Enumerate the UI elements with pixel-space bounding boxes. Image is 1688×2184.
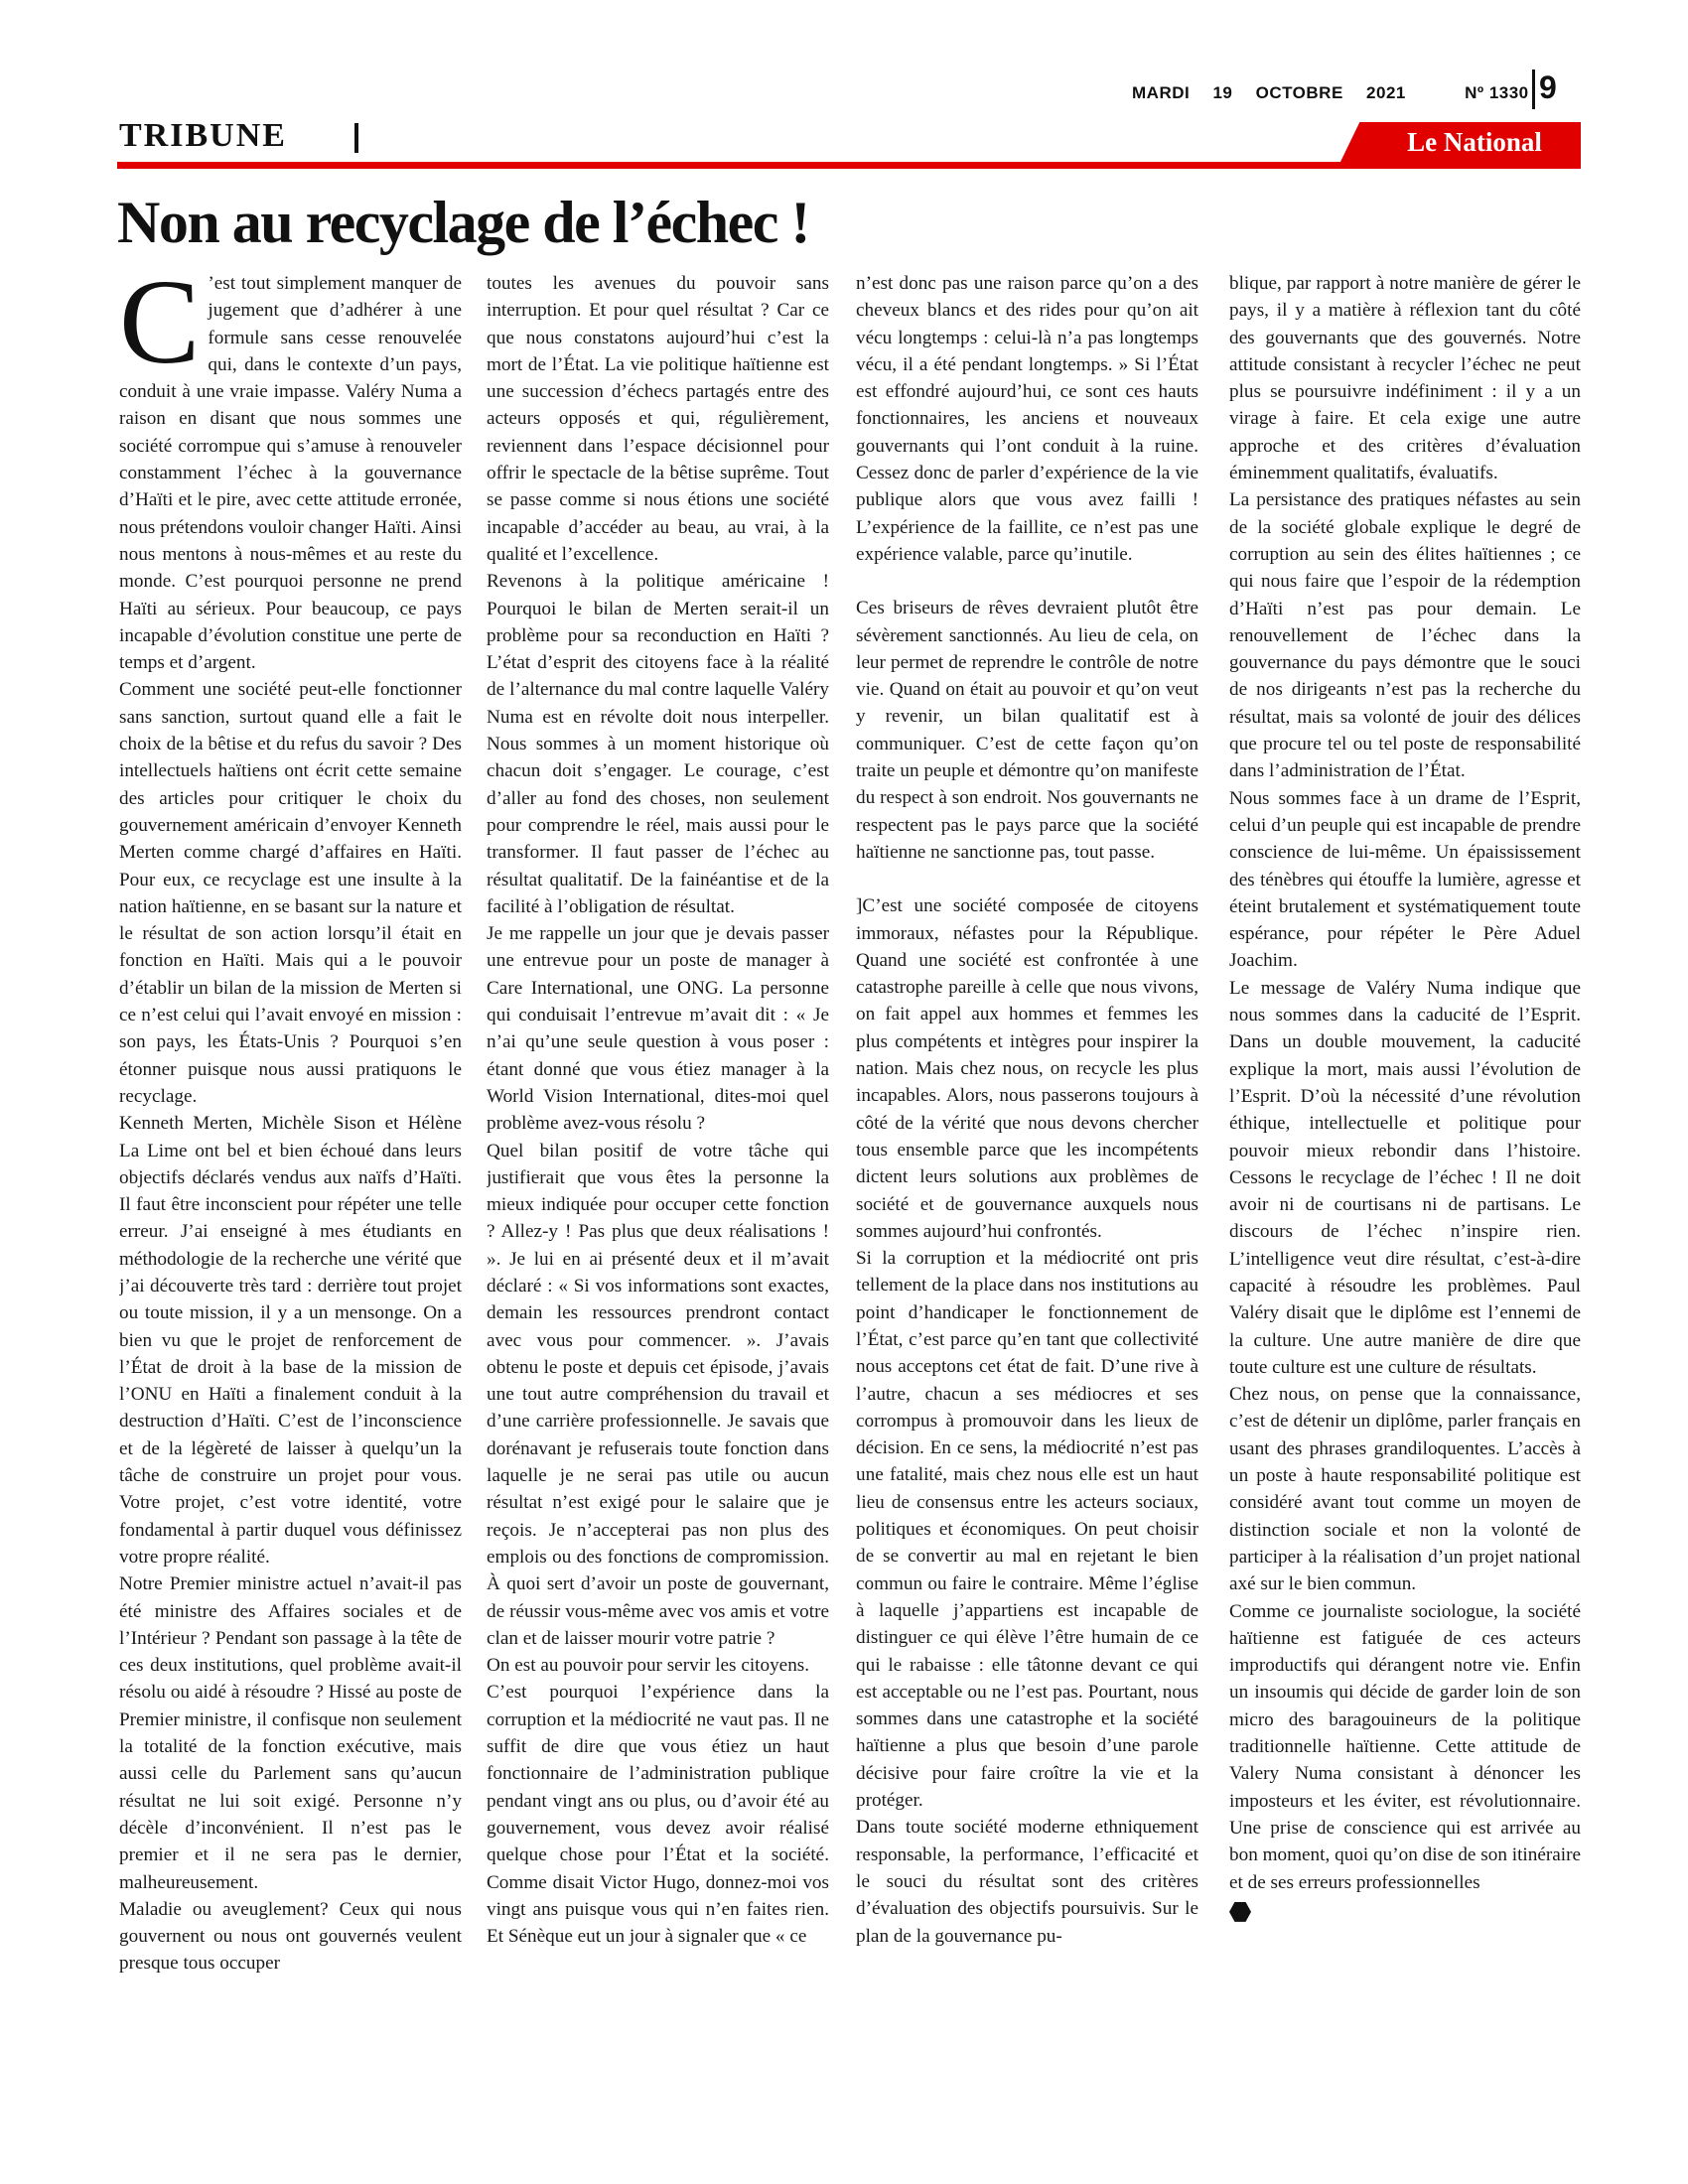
article-paragraph: Notre Premier ministre actuel n’avait-il pas été ministre des Affaires sociales et de l’Intérieur ? Pendant son passage à la tête de ces deux institutions, quel problème avait-il résolu ou aidé à résoudre ? Hissé au poste de Premier ministre, il confisque non seulement la totalité de la fonction exécutive, mais aussi celle du Parlement sans qu’aucun résultat ne lui soit exigé. Personne n’y décèle d’inconvénient. Il n’est pas le premier et il ne sera pas le dernier, malheureusement. [119, 1573, 462, 1893]
article-paragraph: Le message de Valéry Numa indique que nous sommes dans la caducité de l’Esprit. Dans un double mouvement, la caducité explique la mort, mais aussi l’évolution de l’Esprit. D’où la nécessité d’une révolution éthique, intellectuelle et politique pour pouvoir mieux rebondir dans l’histoire. Cessons le recyclage de l’échec ! Il ne doit avoir ni de courtisans ni de partisans. Le discours de l’échec n’inspire rien. L’intelligence veut dire résultat, c’est-à-dire capacité à résoudre les problèmes. Paul Valéry disait que le diplôme est l’ennemi de la culture. Une autre manière de dire que toute culture est une culture de résultats. [1229, 977, 1581, 1378]
article-paragraph: Comme ce journaliste sociologue, la société haïtienne est fatiguée de ces acteurs improductifs qui dérangent notre vie. Enfin un insoumis qui décide de garder loin de son micro des baragouineurs de la politique traditionnelle haïtienne. Cette attitude de Valery Numa consistant à dénoncer les imposteurs et les éviter, est révolutionnaire. Une prise de conscience qui est arrivée au bon moment, quoi qu’on dise de son itinéraire et de ses erreurs professionnelles [1229, 1600, 1581, 1893]
issue-number: Nº 1330 [1465, 83, 1529, 102]
dateline-date: 19 [1212, 83, 1233, 102]
article-paragraph: Ces briseurs de rêves devraient plutôt être sévèrement sanctionnés. Au lieu de cela, on leur permet de reprendre le contrôle de notre vie. Quand on était au pouvoir et qu’on veut y revenir, un bilan qualitatif est à communiquer. C’est de cette façon qu’on traite un peuple et démontre qu’on manifeste du respect à son endroit. Nos gouvernants ne respectent pas le pays parce que la société haïtienne ne sanctionne pas, tout passe. [856, 598, 1198, 863]
article-paragraph: Chez nous, on pense que la connaissance, c’est de détenir un diplôme, parler français en usant des phrases grandiloquentes. L’accès à un poste à haute responsabilité politique est considéré avant tout comme un moyen de distinction sociale et non la volonté de participer à la réalisation d’un projet national axé sur le bien commun. [1229, 1384, 1581, 1595]
article-title: Non au recyclage de l’échec ! [117, 190, 809, 255]
section-divider [354, 123, 358, 153]
article-paragraph: Maladie ou aveuglement? Ceux qui nous gouvernent ou nous ont gouvernés veulent presque tous occuper [119, 1898, 462, 1975]
article-paragraph: Quel bilan positif de votre tâche qui justifierait que vous êtes la personne la mieux indiquée pour occuper cette fonction ? Allez-y ! Pas plus que deux réalisations ! ». Je lui en ai présenté deux et il m’avait déclaré : « Si vos informations sont exactes, demain les ressources prendront contact avec vous pour commencer. ». J’avais obtenu le poste et depuis cet épisode, j’avais une tout autre compréhension du travail et d’une carrière professionnelle. Je savais que dorénavant je refuserais toute fonction dans laquelle je ne serai pas utile ou aucun résultat n’est exigé pour le salaire que je reçois. Je n’accepterai pas non plus des emplois ou des fonctions de compromission. À quoi sert d’avoir un poste de gouvernant, de réussir vous-même avec vos amis et votre clan et de laisser mourir votre patrie ? [487, 1140, 829, 1649]
article-paragraph: Revenons à la politique américaine ! Pourquoi le bilan de Merten serait-il un problème pour sa reconduction en Haïti ? L’état d’esprit des citoyens face à la réalité de l’alternance du mal contre laquelle Valéry Numa est en révolte doit nous interpeller. Nous sommes à un moment historique où chacun doit s’engager. Le courage, c’est d’aller au fond des choses, non seulement pour comprendre le réel, mais aussi pour le transformer. Il faut passer de l’échec au résultat qualitatif. De la fainéantise et de la facilité à l’obligation de résultat. [487, 571, 829, 917]
end-of-article-icon [1229, 1902, 1251, 1922]
article-paragraph: blique, par rapport à notre manière de gérer le pays, il y a matière à réflexion tant du côté des gouvernants que des gouvernés. Notre attitude consistant à recycler l’échec ne peut plus se poursuivre indéfiniment : il y a un virage à faire. Et cela exige une autre approche et des critères d’évaluation éminemment qualitatifs, évaluatifs. [1229, 273, 1581, 484]
dateline-year: 2021 [1366, 83, 1406, 102]
article-paragraph: Kenneth Merten, Michèle Sison et Hélène La Lime ont bel et bien échoué dans leurs objectifs déclarés vendus aux naïfs d’Haïti. Il faut être inconscient pour répéter une telle erreur. J’ai enseigné à mes étudiants en méthodologie de la recherche une vérité que j’ai découverte très tard : derrière tout projet ou toute mission, il y a un mensonge. On a bien vu que le projet de renforcement de l’État de droit à la base de la mission de l’ONU en Haïti a finalement conduit à la destruction d’Haïti. C’est de l’inconscience et de la légèreté de laisser à quelqu’un la tâche de construire un projet pour vous. Votre projet, c’est votre identité, votre fondamental à partir duquel vous définissez votre propre réalité. [119, 1113, 462, 1568]
dateline [1132, 83, 1547, 103]
article-column-3 [856, 270, 1198, 2087]
article-paragraph: Je me rappelle un jour que je devais passer une entrevue pour un poste de manager à Care International, une ONG. La personne qui conduisait l’entrevue m’avait dit : « Je n’ai qu’une seule question à vous poser : étant donné que vous étiez manager à la World Vision International, dites-moi quel problème avez-vous résolu ? [487, 923, 829, 1135]
article-paragraph: On est au pouvoir pour servir les citoyens. [487, 1655, 810, 1677]
article-paragraph: toutes les avenues du pouvoir sans interruption. Et pour quel résultat ? Car ce que nous constatons aujourd’hui c’est la mort de l’État. La vie politique haïtienne est une succession d’échecs partagés entre des acteurs opposés et qui, régulièrement, reviennent dans l’espace décisionnel pour offrir le spectacle de la bêtise suprême. Tout se passe comme si nous étions une société incapable d’accéder au beau, au vrai, à la qualité et l’excellence. [487, 273, 829, 565]
brand-name: Le National [1407, 127, 1542, 157]
section-label: TRIBUNE [119, 117, 287, 154]
article-paragraph: Si la corruption et la médiocrité ont pris tellement de la place dans nos institutions au point d’handicaper le fonctionnement de l’État, c’est parce qu’en tant que collectivité nous acceptons cet état de fait. D’une rive à l’autre, chacun a ses médiocres et ses corrompus à promouvoir dans les lieux de décision. En ce sens, la médiocrité n’est pas une fatalité, mais chez nous elle est un haut lieu de consensus entre les acteurs sociaux, politiques et économiques. On peut choisir de se convertir au mal en rejetant le bien commun ou faire le contraire. Même l’église à laquelle j’appartiens est incapable de distinguer ce qui élève l’être humain de ce qui le rabaisse : elle tâtonne devant ce qui est acceptable ou ne l’est pas. Pourtant, nous sommes dans une catastrophe et la société haïtienne a plus que besoin d’une parole décisive pour faire croître la vie et la protéger. [856, 1248, 1198, 1812]
article-column-2 [487, 270, 829, 2087]
page-number-divider [1532, 69, 1535, 109]
article-paragraph: ]C’est une société composée de citoyens immoraux, néfastes pour la République. Quand une société est confrontée à une catastrophe pareille à celle que nous vivons, on fait appel aux hommes et femmes les plus compétents et intègres pour inspirer la nation. Mais chez nous, on recycle les plus incapables. Alors, nous passerons toujours à côté de la vérité que nous devons chercher tous ensemble parce que les incompétents dictent leurs solutions aux problèmes de société et de gouvernance auxquels nous sommes aujourd’hui confrontés. [856, 895, 1198, 1242]
article-paragraph: C’est pourquoi l’expérience dans la corruption et la médiocrité ne vaut pas. Il ne suffit de dire que vous étiez un haut fonctionnaire de l’administration publique pendant vingt ans ou plus, ou d’avoir été au gouvernement, vous devez avoir réalisé quelque chose pour l’État et la société. Comme disait Victor Hugo, donnez-moi vos vingt ans puisque vous qui n’en faites rien. Et Sénèque eut un jour à signaler que « ce [487, 1682, 829, 1948]
article-column-4 [1229, 270, 1581, 2087]
article-paragraph: Dans toute société moderne ethniquement responsable, la performance, l’efficacité et le souci du résultat sont des critères d’évaluation des objectifs poursuivis. Sur le plan de la gouvernance pu- [856, 1817, 1198, 1947]
article-column-1 [119, 270, 462, 2087]
article-paragraph: Comment une société peut-elle fonctionner sans sanction, surtout quand elle a fait le choix de la bêtise et du refus du savoir ? Des intellectuels haïtiens ont écrit cette semaine des articles pour critiquer le choix du gouvernement américain d’envoyer Kenneth Merten comme chargé d’affaires en Haïti. Pour eux, ce recyclage est une insulte à la nation haïtienne, en se basant sur la nature et le résultat de son action lorsqu’il était en fonction en Haïti. Mais qui a le pouvoir d’établir un bilan de la mission de Merten si ce n’est celui qui l’avait envoyé en mission : son pays, les États-Unis ? Pourquoi s’en étonner puisque nous aussi pratiquons le recyclage. [119, 679, 462, 1107]
article-paragraph: La persistance des pratiques néfastes au sein de la société globale explique le degré de corruption au sein des élites haïtiennes ; ce qui nous faire que l’espoir de la rédemption d’Haïti n’est pas pour demain. Le renouvellement de l’échec dans la gouvernance du pays démontre que le souci de nos dirigeants n’est pas la recherche du résultat, mais sa volonté de jouir des délices que procure tel ou tel poste de responsabilité dans l’administration de l’État. [1229, 489, 1581, 782]
dateline-month: OCTOBRE [1255, 83, 1343, 102]
dateline-day: MARDI [1132, 83, 1191, 102]
page-number: 9 [1539, 69, 1557, 105]
drop-cap: C [119, 270, 201, 389]
article-paragraph: Nous sommes face à un drame de l’Esprit, celui d’un peuple qui est incapable de prendre conscience de lui-même. Un épaississement des ténèbres qui étouffe la lumière, agresse et éteint brutalement et systématiquement toute espérance, pour répéter le Père Aduel Joachim. [1229, 787, 1581, 972]
article-paragraph: n’est donc pas une raison parce qu’on a des cheveux blancs et des rides pour qu’on ait vécu longtemps : celui-là n’a pas longtemps vécu, il a été pendant longtemps. » Si l’État est effondré aujourd’hui, ce sont ces hauts fonctionnaires, les anciens et nouveaux gouvernants qui l’ont conduit à la ruine. Cessez donc de parler d’expérience de la vie publique alors que vous avez failli ! L’expérience de la faillite, ce n’est pas une expérience valable, parce qu’inutile. [856, 273, 1198, 565]
header-red-rule [117, 162, 1581, 169]
article-paragraph: C ’est tout simplement manquer de jugement que d’adhérer à une formule sans cesse renouvelée qui, dans le contexte d’un pays, conduit à une vraie impasse. Valéry Numa a raison en disant que nous sommes une société corrompue qui s’amuse à renouveler constamment l’échec à la gouvernance d’Haïti et le pire, avec cette attitude erronée, nous prétendons vouloir changer Haïti. Ainsi nous mentons à nous-mêmes et au reste du monde. C’est pourquoi personne ne prend Haïti au sérieux. Pour beaucoup, ce pays incapable d’évolution constitue une perte de temps et d’argent. [119, 270, 462, 674]
